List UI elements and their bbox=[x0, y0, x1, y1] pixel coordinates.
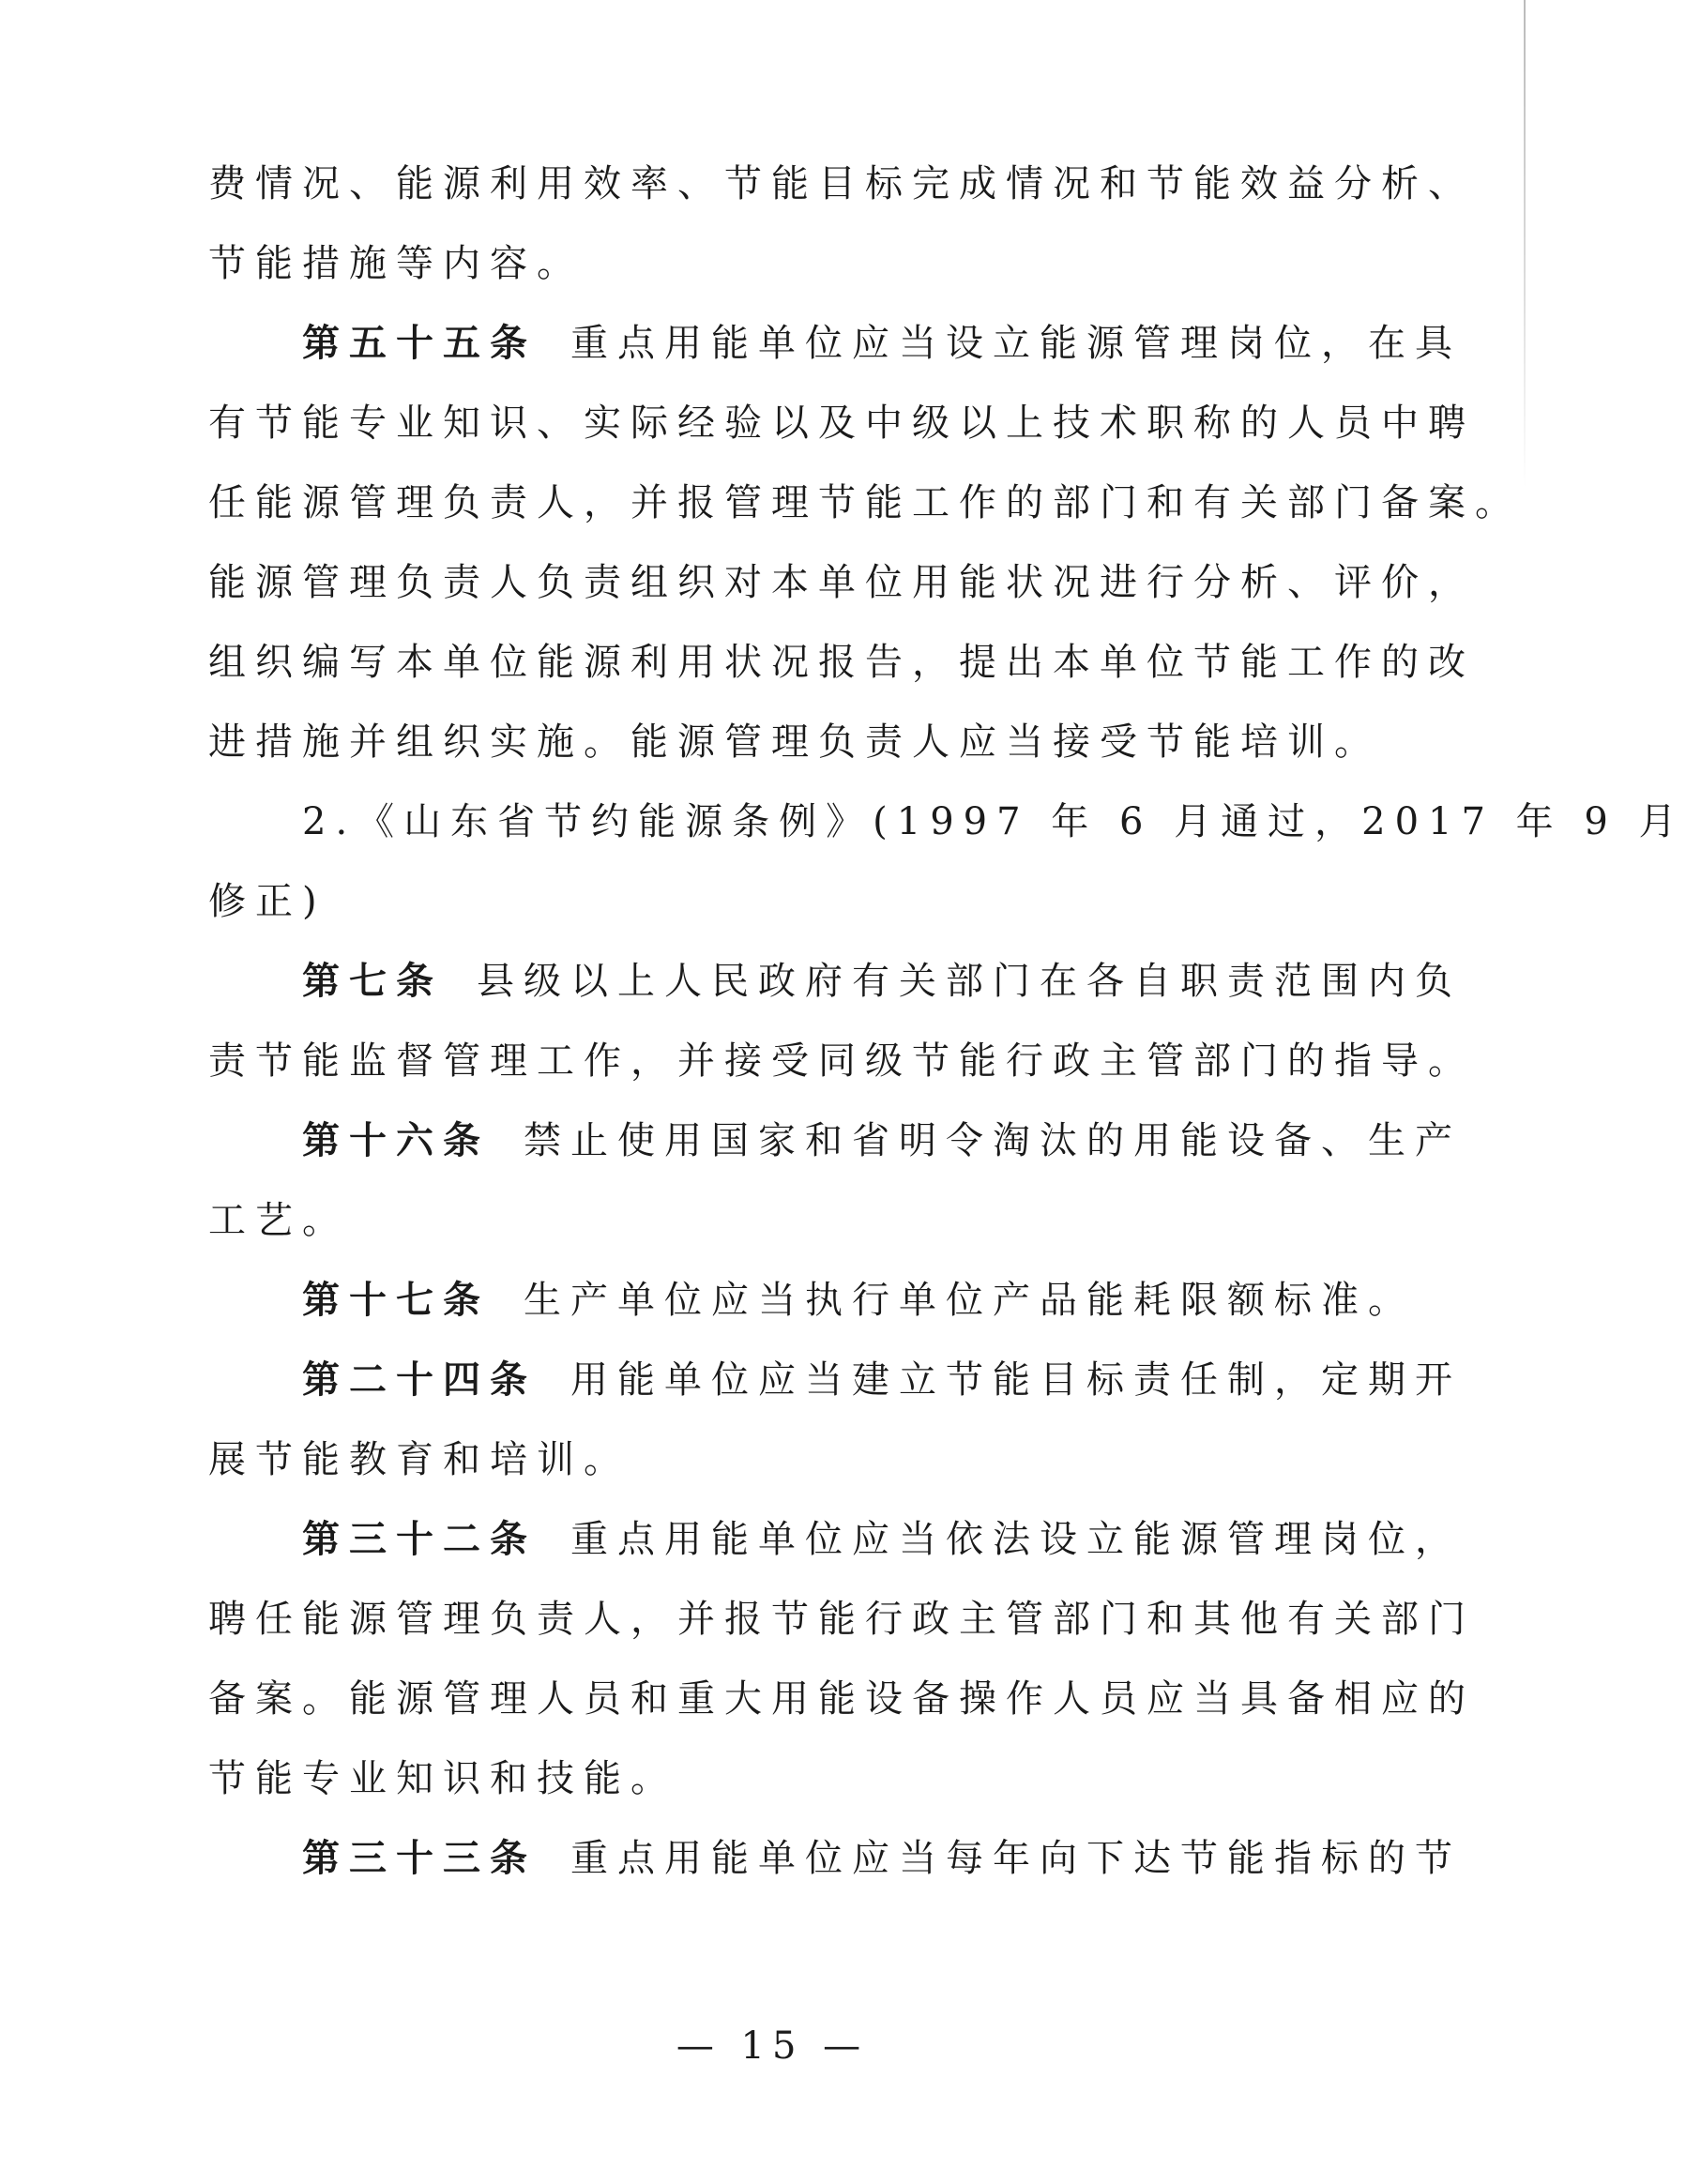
article-text: 重点用能单位应当依法设立能源管理岗位， bbox=[570, 1518, 1462, 1561]
article-paragraph bbox=[302, 1830, 1462, 1887]
article-text: 禁止使用国家和省明令淘汰的用能设备、生产 bbox=[524, 1119, 1462, 1162]
article-number: 第五十五条 bbox=[302, 322, 537, 365]
article-paragraph bbox=[302, 1352, 1462, 1408]
article-text: 用能单位应当建立节能目标责任制，定期开 bbox=[570, 1358, 1462, 1402]
text-line: 修正) bbox=[208, 880, 327, 923]
article-number: 第七条 bbox=[302, 960, 443, 1003]
text-line: 聘任能源管理负责人，并报节能行政主管部门和其他有关部门 bbox=[208, 1598, 1475, 1641]
text-line: 展节能教育和培训。 bbox=[208, 1438, 630, 1481]
article-number: 第三十二条 bbox=[302, 1518, 537, 1561]
scan-edge-mark bbox=[1524, 0, 1526, 488]
text-line: 责节能监督管理工作，并接受同级节能行政主管部门的指导。 bbox=[208, 1039, 1475, 1083]
article-number: 第十七条 bbox=[302, 1279, 490, 1322]
text-line: 备案。能源管理人员和重大用能设备操作人员应当具备相应的 bbox=[208, 1677, 1475, 1721]
article-paragraph bbox=[302, 1113, 1462, 1169]
article-number: 第二十四条 bbox=[302, 1358, 537, 1402]
text-line: 任能源管理负责人，并报管理节能工作的部门和有关部门备案。 bbox=[208, 481, 1522, 524]
article-text: 县级以上人民政府有关部门在各自职责范围内负 bbox=[477, 960, 1462, 1003]
article-text: 生产单位应当执行单位产品能耗限额标准。 bbox=[524, 1279, 1415, 1322]
page-number: — 15 — bbox=[676, 2025, 869, 2068]
text-line: 费情况、能源利用效率、节能目标完成情况和节能效益分析、 bbox=[208, 162, 1475, 205]
text-line: 进措施并组织实施。能源管理负责人应当接受节能培训。 bbox=[208, 720, 1381, 764]
text-line: 节能措施等内容。 bbox=[208, 242, 584, 285]
article-paragraph bbox=[302, 1511, 1462, 1568]
text-line: 组织编写本单位能源利用状况报告，提出本单位节能工作的改 bbox=[208, 641, 1475, 684]
article-paragraph bbox=[302, 315, 1462, 372]
article-number: 第三十三条 bbox=[302, 1837, 537, 1880]
text-line: 有节能专业知识、实际经验以及中级以上技术职称的人员中聘 bbox=[208, 402, 1475, 445]
text-line: 节能专业知识和技能。 bbox=[208, 1757, 677, 1800]
section-heading: 2.《山东省节约能源条例》(1997 年 6 月通过，2017 年 9 月 bbox=[302, 800, 1686, 843]
article-paragraph bbox=[302, 1272, 1415, 1328]
article-text: 重点用能单位应当每年向下达节能指标的节 bbox=[570, 1837, 1462, 1880]
text-line: 能源管理负责人负责组织对本单位用能状况进行分析、评价， bbox=[208, 561, 1475, 604]
article-number: 第十六条 bbox=[302, 1119, 490, 1162]
article-text: 重点用能单位应当设立能源管理岗位，在具 bbox=[570, 322, 1462, 365]
article-paragraph bbox=[302, 953, 1462, 1009]
text-line: 工艺。 bbox=[208, 1199, 349, 1242]
